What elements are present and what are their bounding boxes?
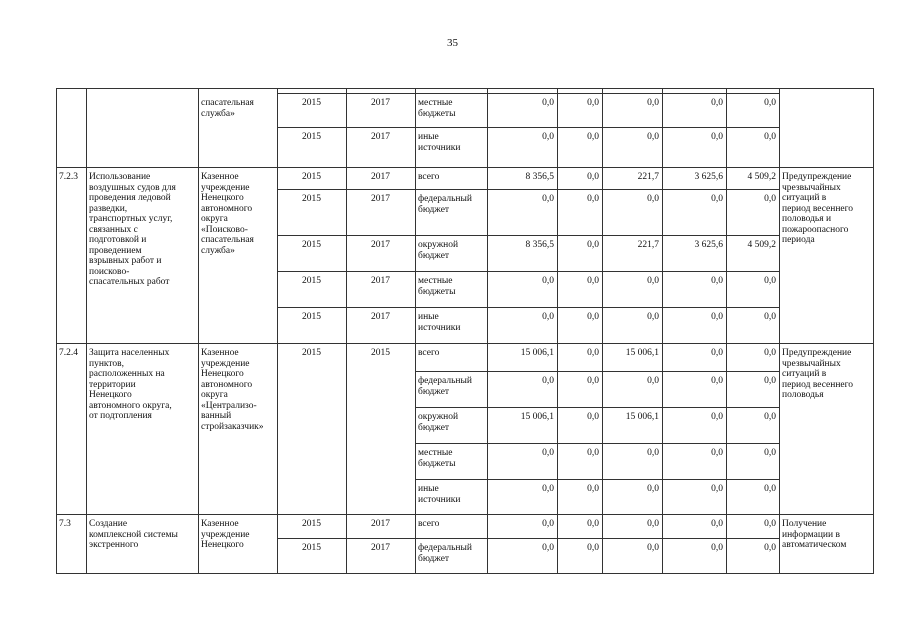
- funding-source: бюджет: [418, 250, 450, 261]
- funding-source: федеральный: [418, 543, 472, 553]
- executor: «Поисково-: [201, 224, 248, 235]
- column-border: [346, 88, 347, 574]
- value-2018: 0,0: [764, 348, 776, 358]
- funding-source: окружной: [418, 240, 459, 250]
- executor: учреждение: [201, 358, 250, 369]
- column-border: [487, 88, 488, 574]
- funding-source: местные: [418, 448, 453, 458]
- value-2016: 0,0: [647, 519, 659, 529]
- item-name: пунктов,: [89, 358, 125, 369]
- expected-result: Предупреждение: [782, 172, 852, 182]
- row-border: [56, 514, 874, 515]
- value-total: 0,0: [542, 276, 554, 286]
- funding-source: иные: [418, 484, 439, 494]
- column-border: [277, 88, 278, 574]
- value-total: 0,0: [542, 132, 554, 142]
- end-year: 2017: [371, 98, 390, 108]
- value-2018: 4 509,2: [747, 172, 776, 182]
- value-2015: 0,0: [587, 98, 599, 108]
- expected-result: чрезвычайных: [782, 182, 841, 193]
- value-2016: 0,0: [647, 376, 659, 386]
- value-2017: 0,0: [711, 348, 723, 358]
- expected-result: период весеннего: [782, 203, 854, 214]
- funding-source: местные: [418, 98, 453, 108]
- row-border: [56, 88, 874, 89]
- value-2016: 0,0: [647, 543, 659, 553]
- value-2015: 0,0: [587, 276, 599, 286]
- item-name: Защита населенных: [89, 348, 170, 358]
- item-number: 7.3: [59, 519, 71, 529]
- item-name: экстренного: [89, 540, 139, 550]
- executor: служба»: [201, 108, 235, 119]
- value-2017: 0,0: [711, 98, 723, 108]
- executor: учреждение: [201, 529, 250, 540]
- executor: Казенное: [201, 172, 239, 182]
- start-year: 2015: [302, 194, 321, 204]
- value-total: 15 006,1: [520, 412, 554, 422]
- value-total: 0,0: [542, 376, 554, 386]
- item-number: 7.2.3: [59, 172, 78, 182]
- item-name: взрывных работ и: [89, 256, 162, 266]
- value-total: 15 006,1: [520, 348, 554, 358]
- executor: «Централизо-: [201, 400, 257, 411]
- column-border: [56, 88, 57, 574]
- row-border: [277, 189, 780, 190]
- item-name: транспортных услуг,: [89, 214, 173, 224]
- executor: Ненецкого: [201, 369, 244, 379]
- item-name: связанных с: [89, 224, 138, 235]
- value-2015: 0,0: [587, 448, 599, 458]
- item-name: спасательных работ: [89, 277, 170, 287]
- value-2018: 0,0: [764, 98, 776, 108]
- end-year: 2017: [371, 132, 390, 142]
- value-2016: 221,7: [637, 240, 659, 250]
- executor: Казенное: [201, 519, 239, 529]
- end-year: 2017: [371, 543, 390, 553]
- value-2015: 0,0: [587, 484, 599, 494]
- value-2015: 0,0: [587, 240, 599, 250]
- value-total: 0,0: [542, 519, 554, 529]
- value-2017: 0,0: [711, 412, 723, 422]
- funding-source: всего: [418, 348, 440, 358]
- value-total: 0,0: [542, 448, 554, 458]
- executor: автономного: [201, 203, 253, 214]
- item-name: от подтопления: [89, 411, 152, 421]
- executor: округа: [201, 390, 228, 400]
- item-name: Ненецкого: [89, 390, 132, 400]
- value-2015: 0,0: [587, 543, 599, 553]
- end-year: 2017: [371, 194, 390, 204]
- value-2015: 0,0: [587, 172, 599, 182]
- item-name: Создание: [89, 519, 128, 529]
- value-2015: 0,0: [587, 412, 599, 422]
- value-total: 0,0: [542, 543, 554, 553]
- value-2018: 0,0: [764, 276, 776, 286]
- item-name: разведки,: [89, 203, 128, 214]
- expected-result: период весеннего: [782, 379, 854, 390]
- value-2018: 0,0: [764, 194, 776, 204]
- funding-source: бюджет: [418, 386, 450, 397]
- value-2016: 15 006,1: [625, 348, 659, 358]
- value-2017: 3 625,6: [694, 240, 723, 250]
- page-number: 35: [447, 37, 458, 49]
- value-2018: 0,0: [764, 448, 776, 458]
- funding-source: федеральный: [418, 194, 472, 204]
- value-2017: 0,0: [711, 194, 723, 204]
- value-2018: 4 509,2: [747, 240, 776, 250]
- column-border: [198, 88, 199, 574]
- value-total: 8 356,5: [525, 172, 554, 182]
- item-name: воздушных судов для: [89, 182, 176, 193]
- value-2016: 0,0: [647, 194, 659, 204]
- expected-result: информации в: [782, 529, 840, 540]
- value-total: 0,0: [542, 98, 554, 108]
- value-2017: 3 625,6: [694, 172, 723, 182]
- item-name: расположенных на: [89, 369, 165, 379]
- start-year: 2015: [302, 172, 321, 182]
- item-name: проведения ледовой: [89, 193, 171, 203]
- value-total: 0,0: [542, 484, 554, 494]
- executor: служба»: [201, 245, 235, 256]
- funding-source: источники: [418, 142, 461, 153]
- executor: спасательная: [201, 98, 254, 108]
- item-name: поисково-: [89, 266, 130, 277]
- column-border: [779, 88, 780, 574]
- value-2016: 0,0: [647, 448, 659, 458]
- funding-source: местные: [418, 276, 453, 286]
- expected-result: пожароопасного: [782, 224, 849, 235]
- executor: учреждение: [201, 182, 250, 193]
- column-border: [873, 88, 874, 574]
- value-total: 0,0: [542, 194, 554, 204]
- executor: округа: [201, 214, 228, 224]
- executor: спасательная: [201, 235, 254, 245]
- column-border: [602, 88, 603, 574]
- value-2015: 0,0: [587, 519, 599, 529]
- value-2015: 0,0: [587, 348, 599, 358]
- expected-result: чрезвычайных: [782, 358, 841, 369]
- item-name: Использование: [89, 172, 151, 182]
- executor: Ненецкого: [201, 540, 244, 550]
- value-2017: 0,0: [711, 484, 723, 494]
- start-year: 2015: [302, 519, 321, 529]
- executor: Ненецкого: [201, 193, 244, 203]
- value-2018: 0,0: [764, 412, 776, 422]
- item-name: комплексной системы: [89, 529, 178, 540]
- end-year: 2017: [371, 172, 390, 182]
- column-border: [415, 88, 416, 574]
- funding-source: бюджеты: [418, 286, 456, 297]
- funding-source: бюджеты: [418, 108, 456, 119]
- funding-source: иные: [418, 312, 439, 322]
- start-year: 2015: [302, 348, 321, 358]
- funding-source: бюджет: [418, 204, 450, 215]
- row-border: [415, 479, 780, 480]
- value-2017: 0,0: [711, 543, 723, 553]
- column-border: [662, 88, 663, 574]
- executor: ванный: [201, 411, 232, 421]
- value-2018: 0,0: [764, 312, 776, 322]
- executor: Казенное: [201, 348, 239, 358]
- expected-result: периода: [782, 235, 815, 245]
- value-2018: 0,0: [764, 543, 776, 553]
- expected-result: Получение: [782, 519, 827, 529]
- value-2016: 221,7: [637, 172, 659, 182]
- expected-result: ситуаций в: [782, 369, 827, 379]
- value-total: 0,0: [542, 312, 554, 322]
- funding-source: федеральный: [418, 376, 472, 386]
- item-name: подготовкой и: [89, 235, 147, 245]
- executor: стройзаказчик»: [201, 421, 264, 432]
- expected-result: половодья: [782, 390, 824, 400]
- funding-source: бюджеты: [418, 458, 456, 469]
- expected-result: ситуаций в: [782, 193, 827, 203]
- value-2016: 0,0: [647, 312, 659, 322]
- item-number: 7.2.4: [59, 348, 78, 358]
- column-border: [86, 88, 87, 574]
- value-2016: 0,0: [647, 98, 659, 108]
- value-2017: 0,0: [711, 519, 723, 529]
- value-2015: 0,0: [587, 312, 599, 322]
- start-year: 2015: [302, 98, 321, 108]
- value-2016: 0,0: [647, 484, 659, 494]
- value-2016: 0,0: [647, 132, 659, 142]
- value-2018: 0,0: [764, 132, 776, 142]
- expected-result: Предупреждение: [782, 348, 852, 358]
- value-2018: 0,0: [764, 519, 776, 529]
- row-border: [56, 573, 874, 574]
- funding-source: источники: [418, 494, 461, 505]
- end-year: 2017: [371, 240, 390, 250]
- row-border: [415, 371, 780, 372]
- value-2017: 0,0: [711, 376, 723, 386]
- end-year: 2017: [371, 312, 390, 322]
- row-border: [277, 235, 780, 236]
- end-year: 2015: [371, 348, 390, 358]
- end-year: 2017: [371, 276, 390, 286]
- item-name: автономного округа,: [89, 400, 172, 411]
- value-2015: 0,0: [587, 194, 599, 204]
- value-2016: 0,0: [647, 276, 659, 286]
- funding-source: всего: [418, 519, 440, 529]
- value-2017: 0,0: [711, 276, 723, 286]
- start-year: 2015: [302, 312, 321, 322]
- row-border: [277, 127, 780, 128]
- row-border: [277, 307, 780, 308]
- value-2017: 0,0: [711, 132, 723, 142]
- value-2015: 0,0: [587, 376, 599, 386]
- value-2017: 0,0: [711, 312, 723, 322]
- row-border: [415, 443, 780, 444]
- row-border: [415, 407, 780, 408]
- expected-result: автоматическом: [782, 540, 847, 550]
- column-border: [726, 88, 727, 574]
- funding-source: окружной: [418, 412, 459, 422]
- item-name: проведением: [89, 245, 142, 256]
- funding-source: иные: [418, 132, 439, 142]
- row-border: [277, 271, 780, 272]
- value-2018: 0,0: [764, 376, 776, 386]
- funding-source: бюджет: [418, 553, 450, 564]
- start-year: 2015: [302, 543, 321, 553]
- funding-source: бюджет: [418, 422, 450, 433]
- funding-source: всего: [418, 172, 440, 182]
- end-year: 2017: [371, 519, 390, 529]
- value-2018: 0,0: [764, 484, 776, 494]
- item-name: территории: [89, 379, 136, 390]
- start-year: 2015: [302, 240, 321, 250]
- column-border: [557, 88, 558, 574]
- row-border: [277, 93, 780, 94]
- value-total: 8 356,5: [525, 240, 554, 250]
- funding-source: источники: [418, 322, 461, 333]
- row-border: [56, 343, 874, 344]
- start-year: 2015: [302, 132, 321, 142]
- row-border: [56, 167, 874, 168]
- value-2017: 0,0: [711, 448, 723, 458]
- start-year: 2015: [302, 276, 321, 286]
- row-border: [277, 538, 780, 539]
- executor: автономного: [201, 379, 253, 390]
- expected-result: половодья и: [782, 214, 832, 224]
- value-2015: 0,0: [587, 132, 599, 142]
- value-2016: 15 006,1: [625, 412, 659, 422]
